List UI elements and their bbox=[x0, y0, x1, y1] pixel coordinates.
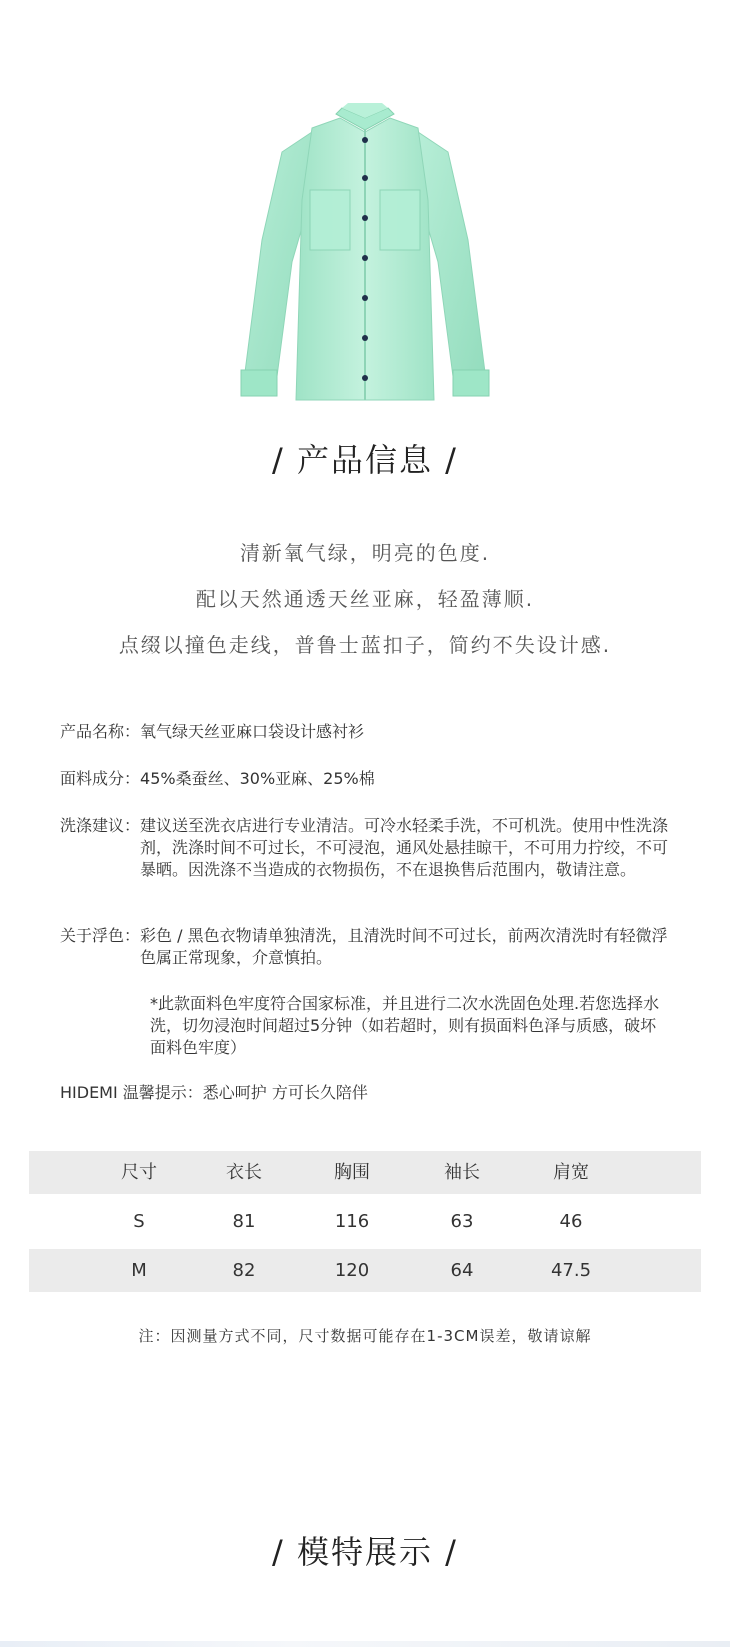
info-value: 氧气绿天丝亚麻口袋设计感衬衫 bbox=[140, 722, 365, 741]
info-value: 45%桑蚕丝、30%亚麻、25%棉 bbox=[140, 769, 375, 788]
info-label: 产品名称： bbox=[60, 722, 141, 741]
shirt-illustration bbox=[0, 0, 730, 420]
info-fabric bbox=[60, 768, 672, 790]
header-cell: 尺寸 bbox=[121, 1162, 157, 1183]
header-cell: 袖长 bbox=[444, 1162, 480, 1183]
info-product-name bbox=[60, 721, 672, 743]
sleeve-cell: 63 bbox=[450, 1211, 474, 1232]
tagline-3: 点缀以撞色走线，普鲁士蓝扣子，简约不失设计感. bbox=[118, 633, 612, 657]
tagline-2: 配以天然通透天丝亚麻，轻盈薄顺. bbox=[195, 587, 535, 611]
info-label: 洗涤建议： bbox=[60, 816, 141, 835]
tagline-1: 清新氧气绿，明亮的色度. bbox=[239, 541, 491, 565]
size-disclaimer: 注：因测量方式不同，尺寸数据可能存在1-3CM误差，敬请谅解 bbox=[138, 1327, 592, 1345]
size-table-header bbox=[29, 1151, 701, 1194]
shoulder-cell: 46 bbox=[559, 1211, 583, 1232]
table-row bbox=[29, 1249, 701, 1292]
next-image-edge bbox=[0, 1641, 730, 1647]
chest-cell: 120 bbox=[334, 1260, 370, 1281]
info-label: 面料成分： bbox=[60, 769, 141, 788]
info-fade bbox=[60, 925, 672, 969]
size-cell: S bbox=[133, 1211, 145, 1232]
model-section-title: / 模特展示 / bbox=[272, 1533, 458, 1571]
product-info-title: / 产品信息 / bbox=[272, 441, 458, 479]
header-cell: 衣长 bbox=[226, 1162, 262, 1183]
product-image bbox=[0, 0, 730, 420]
size-cell: M bbox=[131, 1260, 147, 1281]
length-cell: 82 bbox=[232, 1260, 256, 1281]
header-cell: 肩宽 bbox=[553, 1162, 589, 1183]
length-cell: 81 bbox=[232, 1211, 256, 1232]
care-tip: HIDEMI 温馨提示：悉心呵护 方可长久陪伴 bbox=[60, 1083, 368, 1102]
table-row bbox=[29, 1200, 701, 1243]
info-value: 建议送至洗衣店进行专业清洁。可冷水轻柔手洗，不可机洗。使用中性洗涤剂，洗涤时间不可过长，不可浸泡，通风处悬挂晾干，不可用力拧绞，不可暴晒。因洗涤不当造成的衣物损伤，不在退换售后范围内，敬请注意。 bbox=[140, 816, 669, 879]
shoulder-cell: 47.5 bbox=[550, 1260, 592, 1281]
info-value: 彩色 / 黑色衣物请单独清洗，且清洗时间不可过长，前两次清洗时有轻微浮色属正常现象，介意慎拍。 bbox=[140, 926, 668, 967]
header-cell: 胸围 bbox=[334, 1162, 370, 1183]
colorfastness-note: *此款面料色牢度符合国家标准，并且进行二次水洗固色处理.若您选择水洗，切勿浸泡时间超过5分钟（如若超时，则有损面料色泽与质感，破坏面料色牢度） bbox=[150, 994, 660, 1057]
sleeve-cell: 64 bbox=[450, 1260, 474, 1281]
chest-cell: 116 bbox=[334, 1211, 370, 1232]
info-label: 关于浮色： bbox=[60, 926, 141, 945]
info-wash bbox=[60, 815, 672, 881]
